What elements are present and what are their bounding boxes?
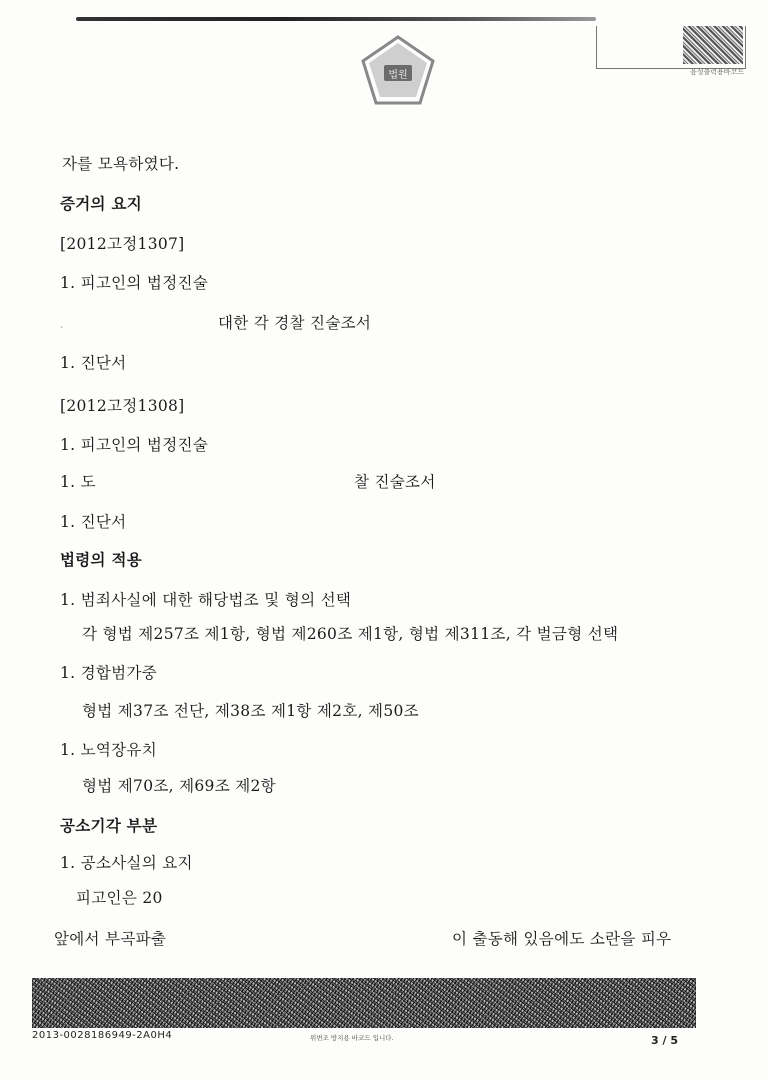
top-barcode-label: 음성출력용바코드 — [690, 68, 745, 76]
case-number: [2012고정1307] — [60, 235, 185, 253]
seal-text: 법원 — [388, 70, 408, 81]
barcode-note: 위변조 방지용 바코드 입니다. — [310, 1034, 394, 1042]
list-item: 1. 피고인의 법정진술 — [60, 436, 209, 454]
list-item: 1. 공소사실의 요지 — [60, 854, 193, 872]
page-number: 3 / 5 — [651, 1034, 678, 1047]
scan-mark: ` — [60, 326, 64, 335]
sub-item: 형법 제37조 전단, 제38조 제1항 제2호, 제50조 — [82, 702, 419, 720]
section-heading-law: 법령의 적용 — [60, 551, 143, 569]
list-item-fragment: 찰 진술조서 — [354, 473, 436, 491]
sub-item: 피고인은 20 — [76, 889, 163, 907]
list-item: 1. 경합범가중 — [60, 664, 157, 682]
list-item: 1. 진단서 — [60, 513, 127, 531]
case-number: [2012고정1308] — [60, 397, 185, 415]
text-line: 자를 모욕하였다. — [62, 155, 180, 173]
section-heading-evidence: 증거의 요지 — [60, 195, 143, 213]
list-item: 1. 도 — [60, 473, 96, 491]
list-item: 1. 진단서 — [60, 354, 127, 372]
list-item: 1. 피고인의 법정진술 — [60, 274, 209, 292]
court-seal-logo — [357, 33, 439, 109]
text-line-fragment: 이 출동해 있음에도 소란을 피우 — [452, 930, 672, 948]
scan-edge-shadow — [76, 17, 596, 21]
list-item: 대한 각 경찰 진술조서 — [218, 314, 372, 332]
text-line: 앞에서 부곡파출 — [54, 930, 167, 948]
sub-item: 각 형법 제257조 제1항, 형법 제260조 제1항, 형법 제311조, 각 벌금형 선택 — [82, 625, 619, 643]
section-heading-dismissal: 공소기각 부분 — [60, 817, 158, 835]
list-item: 1. 노역장유치 — [60, 741, 157, 759]
sub-item: 형법 제70조, 제69조 제2항 — [82, 777, 276, 795]
top-barcode — [596, 26, 746, 69]
list-item: 1. 범죄사실에 대한 해당법조 및 형의 선택 — [60, 591, 352, 609]
document-id: 2013-0028186949-2A0H4 — [32, 1030, 173, 1041]
anti-forgery-barcode — [32, 978, 696, 1028]
